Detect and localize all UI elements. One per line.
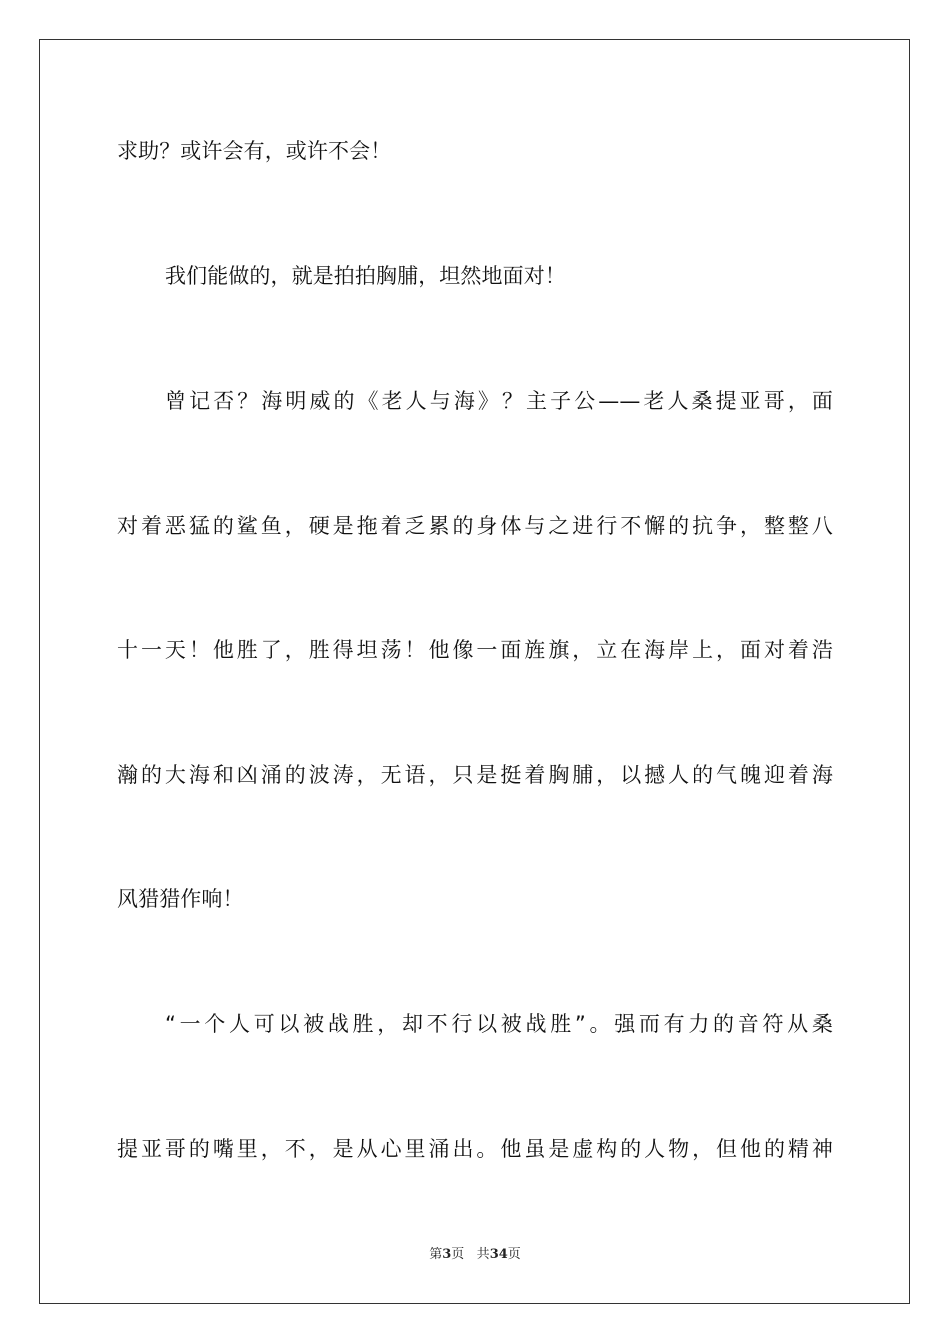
page-total-prefix: 共 [476, 1247, 490, 1262]
text-line: 瀚的大海和凶涌的波涛，无语，只是挺着胸脯，以撼人的气魄迎着海 [117, 763, 833, 787]
page-number-suffix: 页 [451, 1247, 465, 1262]
text-line: 十一天！他胜了，胜得坦荡！他像一面旌旗，立在海岸上，面对着浩 [117, 638, 833, 662]
text-line: 我们能做的，就是拍拍胸脯，坦然地面对！ [165, 264, 566, 288]
page-total: 34 [489, 1247, 508, 1262]
page-number-current: 3 [442, 1247, 452, 1262]
page-number-prefix: 第 [429, 1247, 443, 1262]
text-line: 曾记否？海明威的《老人与海》？主子公——老人桑提亚哥，面 [165, 389, 833, 413]
text-line: 风猎猎作响！ [117, 887, 244, 911]
text-line: “一个人可以被战胜，却不行以被战胜”。强而有力的音符从桑 [165, 1012, 833, 1036]
text-line: 求助？或许会有，或许不会！ [117, 139, 392, 163]
text-line: 提亚哥的嘴里，不，是从心里涌出。他虽是虚构的人物，但他的精神 [117, 1137, 833, 1161]
page-footer [0, 1246, 950, 1264]
page-frame [39, 39, 910, 1304]
page-total-suffix: 页 [507, 1247, 521, 1262]
text-line: 对着恶猛的鲨鱼，硬是拖着乏累的身体与之进行不懈的抗争，整整八 [117, 514, 833, 538]
